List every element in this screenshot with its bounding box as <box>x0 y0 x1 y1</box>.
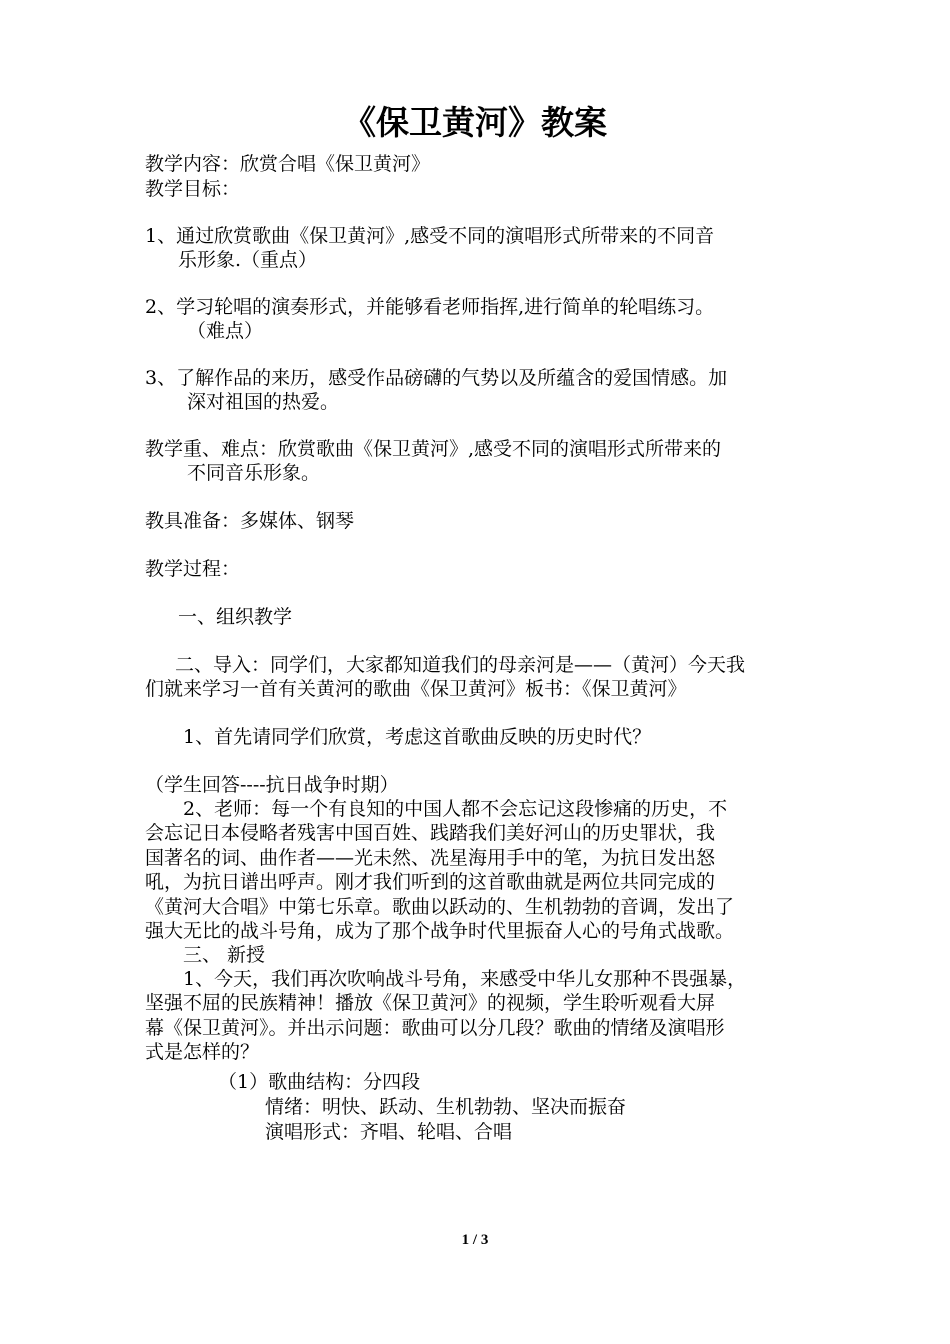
performance-form-line: 演唱形式：齐唱、轮唱、合唱 <box>265 1121 513 1143</box>
teaching-goals-heading: 教学目标： <box>145 178 241 200</box>
section-1-heading: 一、组织教学 <box>178 606 293 628</box>
teacher-para-line-5: 《黄河大合唱》中第七乐章。歌曲以跃动的、生机勃勃的音调，发出了 <box>145 896 735 918</box>
goal-3-line-2: 深对祖国的热爱。 <box>187 391 340 413</box>
new-lesson-line-3: 幕《保卫黄河》。并出示问题：歌曲可以分几段？歌曲的情绪及演唱形 <box>145 1017 725 1039</box>
key-points-line-1: 教学重、难点：欣赏歌曲《保卫黄河》,感受不同的演唱形式所带来的 <box>145 438 722 460</box>
teaching-process-heading: 教学过程： <box>145 558 241 580</box>
teacher-para-line-3: 国著名的词、曲作者——光未然、冼星海用手中的笔，为抗日发出怒 <box>145 847 716 869</box>
goal-1-line-2: 乐形象.（重点） <box>178 249 318 271</box>
question-1-line: 1、首先请同学们欣赏，考虑这首歌曲反映的历史时代？ <box>183 726 652 748</box>
goal-2-line-1: 2、学习轮唱的演奏形式，并能够看老师指挥,进行简单的轮唱练习。 <box>145 296 715 318</box>
teaching-tools-line: 教具准备：多媒体、钢琴 <box>145 510 355 532</box>
new-lesson-line-4: 式是怎样的？ <box>145 1041 260 1063</box>
goal-3-line-1: 3、了解作品的来历，感受作品磅礴的气势以及所蕴含的爱国情感。加 <box>145 367 728 389</box>
teaching-content-line: 教学内容：欣赏合唱《保卫黄河》 <box>145 153 431 175</box>
teacher-para-line-2: 会忘记日本侵略者残害中国百姓、践踏我们美好河山的历史罪状，我 <box>145 822 716 844</box>
teacher-para-line-4: 吼，为抗日谱出呼声。刚才我们听到的这首歌曲就是两位共同完成的 <box>145 871 716 893</box>
teacher-para-line-1: 2、老师：每一个有良知的中国人都不会忘记这段惨痛的历史，不 <box>183 798 728 820</box>
goal-1-line-1: 1、通过欣赏歌曲《保卫黄河》,感受不同的演唱形式所带来的不同音 <box>145 225 715 247</box>
goal-2-line-2: （难点） <box>187 320 264 342</box>
intro-line-2: 们就来学习一首有关黄河的歌曲《保卫黄河》板书：《保卫黄河》 <box>145 678 687 700</box>
new-lesson-line-1: 1、今天，我们再次吹响战斗号角，来感受中华儿女那种不畏强暴， <box>183 968 747 990</box>
section-3-heading: 三、 新授 <box>183 944 266 966</box>
page-number: 1 / 3 <box>461 1232 489 1248</box>
student-answer-line: （学生回答----抗日战争时期） <box>145 774 399 796</box>
new-lesson-line-2: 坚强不屈的民族精神！播放《保卫黄河》的视频，学生聆听观看大屏 <box>145 992 716 1014</box>
intro-line-1: 二、导入：同学们，大家都知道我们的母亲河是——（黄河）今天我 <box>175 654 746 676</box>
teacher-para-line-6: 强大无比的战斗号角，成为了那个战争时代里振奋人心的号角式战歌。 <box>145 920 735 942</box>
key-points-line-2: 不同音乐形象。 <box>187 462 321 484</box>
document-title: 《保卫黄河》教案 <box>343 103 607 142</box>
song-mood-line: 情绪：明快、跃动、生机勃勃、坚决而振奋 <box>265 1096 627 1118</box>
song-structure-line: （1）歌曲结构：分四段 <box>218 1071 421 1093</box>
